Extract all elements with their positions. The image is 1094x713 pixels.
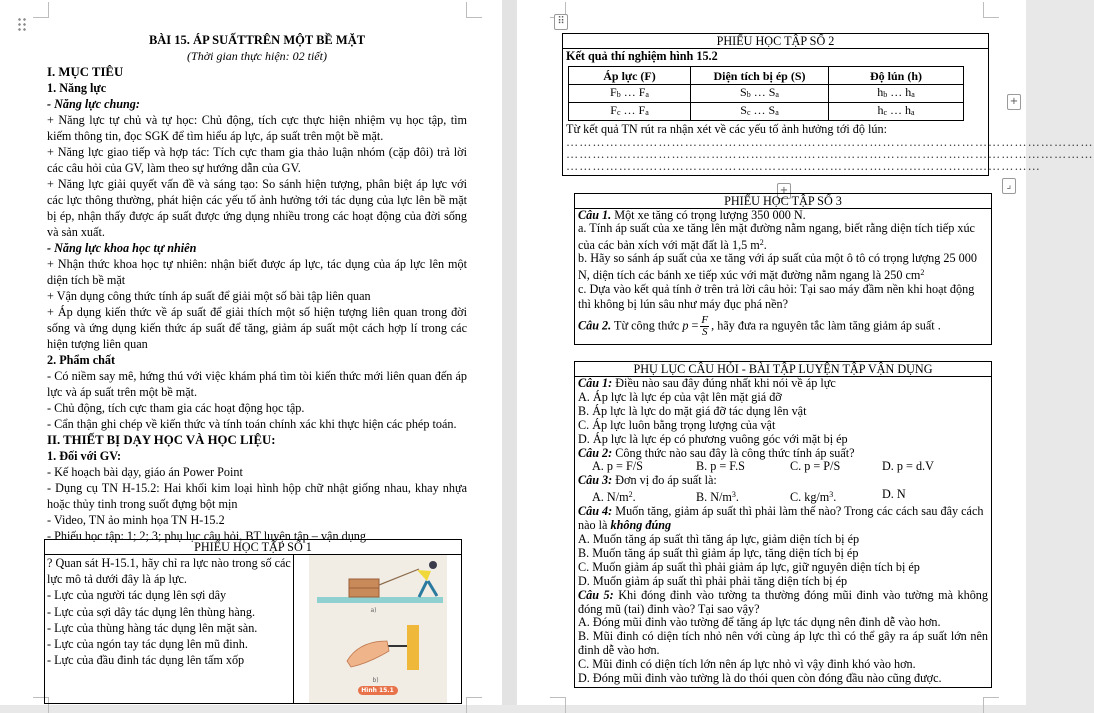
answer-line: ………………………………………………………………………………………………………… [566, 135, 1094, 149]
question-1: Câu 1. Một xe tăng có trọng lượng 350 000 N. [578, 208, 806, 222]
paragraph: + Nhận thức khoa học tự nhiên: nhận biết được áp lực, tác dụng của áp lực lên một diện tích bề mặt [47, 257, 467, 287]
margin-corner-mark [550, 697, 566, 713]
question-line: - Lực của ngón tay tác dụng lên mũ đinh. [47, 637, 248, 652]
margin-corner-mark [33, 2, 49, 18]
appendix-title: PHỤ LỤC CÂU HỎI - BÀI TẬP LUYỆN TẬP VẬN DỤNG [575, 362, 991, 377]
heading-equipment: II. THIẾT BỊ DẠY HỌC VÀ HỌC LIỆU: [47, 433, 276, 447]
question-2: Câu 2. Từ công thức p = $\frac{F}{S}$ , hãy đưa ra nguyên tắc làm tăng giảm áp suất . [578, 314, 941, 339]
mcq-option: D. Muốn giảm áp suất thì phải phải tăng diện tích bị ép [578, 573, 848, 588]
mcq-option: A. Đóng mũi đinh vào tường để tăng áp lực tác dụng nên đinh dễ vào hơn. [578, 615, 941, 630]
worksheet-3 [574, 193, 992, 345]
table-cell: $S_c$ … $S_a$ [691, 103, 829, 121]
margin-corner-mark [466, 2, 482, 18]
add-row-plus-icon[interactable]: + [777, 183, 791, 199]
mcq-option: C. $kg/m^3$. [790, 490, 837, 505]
mcq-option: B. Mũi đinh có diện tích nhỏ nên với cùng áp lực thì có thể gây ra áp suất lớn nên đinh dễ vào hơn. [578, 629, 988, 658]
experiment-results-table [568, 66, 964, 121]
answer-line: ……………………………………………………………………………………………… [566, 159, 1041, 173]
mcq-option: A. $N/m^2$. [592, 490, 636, 505]
heading-competence: 1. Năng lực [47, 81, 107, 95]
paragraph: + Năng lực giải quyết vấn đề và sáng tạo: So sánh hiện tượng, phân biệt áp lực với các lực thông thường, phát hiện các yếu tố ảnh hưởng tới tác dụng của lực lên bề mặt bị ép, nhận thấy được áp suất được ứng dụng nhiều trong các hoạt động của đời sống và sản xuất. [47, 177, 467, 239]
figure-cell [294, 555, 462, 704]
paragraph: - Kế hoạch bài dạy, giáo án Power Point [47, 465, 243, 479]
mcq-question: Câu 1: Điều nào sau đây đúng nhất khi nói về áp lực [578, 376, 836, 390]
mcq-option: D. p = d.V [882, 459, 934, 474]
mcq-option: C. Áp lực luôn bằng trọng lượng của vật [578, 417, 776, 432]
paragraph: + Năng lực giao tiếp và hợp tác: Tích cực tham gia thảo luận nhóm (cặp đôi) trả lời các câu hỏi của GV, làm theo sự hướng dẫn của GV. [47, 145, 467, 175]
mcq-question: Câu 4: Muốn tăng, giảm áp suất thì phải làm thế nào? Trong các cách sau đây cách nào là không đúng [578, 504, 984, 533]
rope-line [379, 569, 419, 585]
person-shirt [417, 570, 431, 581]
page-gutter [502, 0, 517, 705]
worksheet-2-prompt: Từ kết quả TN rút ra nhận xét về các yếu tố ảnh hưởng tới độ lún: [566, 122, 887, 136]
figure-15-1-image [309, 555, 447, 703]
document-page-1 [0, 0, 502, 705]
question-1b: b. Hãy so sánh áp suất của xe tăng với áp suất của một ô tô có trọng lượng 25 000 N, diện tích các bánh xe tiếp xúc với mặt đường nằm ngang là 250 $cm^2$ [578, 251, 977, 282]
worksheet-2-title: PHIẾU HỌC TẬP SỐ 2 [563, 34, 988, 49]
worksheet-1-questions [45, 555, 294, 704]
heading-qualities: 2. Phẩm chất [47, 353, 116, 367]
mcq-option: A. p = F/S [592, 459, 643, 474]
mcq-option: D. N [882, 487, 906, 502]
table-cell: $F_b$ … $F_a$ [569, 85, 691, 103]
mcq-question: Câu 5: Khi đóng đinh vào tường ta thường đóng mũi đinh vào tường mà không đóng mũ (tai) đinh vào? Tại sao vậy? [578, 587, 988, 616]
mcq-option: D. Đóng mũi đinh vào tường là do thói quen còn đóng đầu nào cũng được. [578, 671, 942, 686]
mcq-question: Câu 3: Đơn vị đo áp suất là: [578, 473, 717, 488]
appendix-questions [574, 361, 992, 688]
paragraph: - Video, TN ảo minh họa TN H-15.2 [47, 513, 225, 527]
paragraph: + Áp dụng kiến thức về áp suất để giải thích một số hiện tượng liên quan trong đời sống và ứng dụng kiến thức áp suất để tăng, giảm áp suất một cách hợp lí trong các hiện tượng liên quan [47, 305, 467, 351]
heading-objectives: I. MỤC TIÊU [47, 65, 124, 79]
column-header: Diện tích bị ép (S) [691, 67, 829, 85]
figure-caption-badge: Hình 15.1 [358, 686, 398, 695]
paragraph: - Có niềm say mê, hứng thú với việc khám phá tìm tòi kiến thức mới liên quan đến áp lực và áp suất trên một bề mặt. [47, 369, 467, 399]
person-legs [419, 581, 437, 597]
table-cell: $S_b$ … $S_a$ [691, 85, 829, 103]
paragraph: + Vận dụng công thức tính áp suất để giải một số bài tập liên quan [47, 289, 371, 303]
mcq-option: C. Muốn giảm áp suất thì phải giảm áp lực, giữ nguyên diện tích bị ép [578, 559, 920, 574]
question-line: - Lực của thùng hàng tác dụng lên mặt sàn. [47, 620, 258, 635]
margin-corner-mark [466, 697, 482, 713]
table-move-handle-icon[interactable]: ⠿ [554, 14, 568, 30]
paragraph: - Dụng cụ TN H-15.2: Hai khối kim loại hình hộp chữ nhật giống nhau, khay nhựa hoặc thủy tinh trong suốt đựng bột mịn [47, 481, 467, 511]
table-cell: $F_c$ … $F_a$ [569, 103, 691, 121]
question-1c: c. Dựa vào kết quả tính ở trên trả lời câu hỏi: Tại sao máy đầm nền khi hoạt động thì không bị lún sâu như máy đục phá nền? [578, 282, 975, 312]
worksheet-2 [562, 33, 1094, 176]
drag-handle-icon[interactable] [17, 17, 27, 31]
worksheet-1-table [44, 539, 462, 704]
margin-corner-mark [983, 2, 999, 18]
margin-corner-mark [983, 697, 999, 713]
figure-a-label: a) [370, 607, 377, 614]
mcq-option: A. Áp lực là lực ép của vật lên mặt giá đỡ [578, 389, 782, 404]
question-line: - Lực của người tác dụng lên sợi dây [47, 588, 227, 603]
column-header: Độ lún (h) [829, 67, 964, 85]
mcq-option: B. Áp lực là lực do mặt giá đỡ tác dụng lên vật [578, 403, 807, 418]
mcq-option: C. p = P/S [790, 459, 841, 474]
question-line: - Lực của đầu đinh tác dụng lên tấm xốp [47, 653, 245, 668]
answer-line: ………………………………………………………………………………………………………… [566, 147, 1094, 161]
document-page-2 [517, 0, 1094, 705]
foam-board [407, 625, 419, 670]
mcq-option: D. Áp lực là lực ép có phương vuông góc với mặt bị ép [578, 431, 848, 446]
add-column-plus-icon[interactable]: + [1007, 94, 1021, 110]
mcq-option: B. p = F.S [696, 459, 745, 474]
table-cell: $h_b$ … $h_a$ [829, 85, 964, 103]
mcq-option: B. Muốn tăng áp suất thì giảm áp lực, tăng diện tích bị ép [578, 545, 859, 560]
figure-b-label: b) [372, 677, 379, 684]
question-line: - Lực của sợi dây tác dụng lên thùng hàng. [47, 604, 255, 619]
mcq-options-row [578, 488, 988, 505]
table-cell: $h_c$ … $h_a$ [829, 103, 964, 121]
mcq-options-row [578, 460, 988, 474]
worksheet-3-title: PHIẾU HỌC TẬP SỐ 3 [575, 194, 991, 209]
paragraph: + Năng lực tự chủ và tự học: Chủ động, tích cực thực hiện nhiệm vụ học tập, tìm kiếm thông tin, đọc SGK để tìm hiểu áp lực, áp suất trên một bề mặt. [47, 113, 467, 143]
mcq-option: A. Muốn tăng áp suất thì tăng áp lực, giảm diện tích bị ép [578, 531, 860, 546]
mcq-option: B. $N/m^3$. [696, 490, 739, 505]
finger-shape [347, 641, 389, 667]
worksheet-2-subtitle: Kết quả thí nghiệm hình 15.2 [566, 49, 718, 63]
question-line: ? Quan sát H-15.1, hãy chỉ ra lực nào trong số các lực mô tả dưới đây là áp lực. [47, 556, 291, 587]
paragraph: - Phiếu học tập: 1; 2; 3; phụ lục câu hỏi, BT luyện tập – vận dụng [47, 529, 366, 543]
floor-surface [317, 597, 443, 603]
heading-general-competence: - Năng lực chung: [47, 97, 140, 111]
worksheet-1-title: PHIẾU HỌC TẬP SỐ 1 [45, 540, 462, 555]
table-resize-handle-icon[interactable]: ⌟ [1002, 178, 1016, 194]
heading-for-teacher: 1. Đối với GV: [47, 449, 122, 463]
lesson-title: BÀI 15. ÁP SUẤTTRÊN MỘT BỀ MẶT [148, 33, 366, 47]
column-header: Áp lực (F) [569, 67, 691, 85]
formula-fraction: $\frac{F}{S}$ [701, 314, 709, 339]
question-1a: a. Tính áp suất của xe tăng lên mặt đường nằm ngang, biết rằng diện tích tiếp xúc của các bản xích với mặt đất là 1,5 $m^2$. [578, 221, 975, 252]
paragraph: - Cẩn thận ghi chép về kiến thức và tính toán chính xác khi thực hiện các phép toán. [47, 417, 457, 431]
table-row [569, 103, 964, 121]
mcq-option: C. Mũi đinh có diện tích lớn nên áp lực nhỏ vì vậy đinh khó vào hơn. [578, 657, 916, 672]
page1-content [47, 32, 467, 544]
heading-science-competence: - Năng lực khoa học tự nhiên [47, 241, 197, 255]
person-head [429, 561, 437, 569]
table-row [569, 85, 964, 103]
paragraph: - Chủ động, tích cực tham gia các hoạt động học tập. [47, 401, 305, 415]
mcq-question: Câu 2: Công thức nào sau đây là công thức tính áp suất? [578, 445, 855, 460]
lesson-duration: (Thời gian thực hiện: 02 tiết) [187, 49, 327, 63]
